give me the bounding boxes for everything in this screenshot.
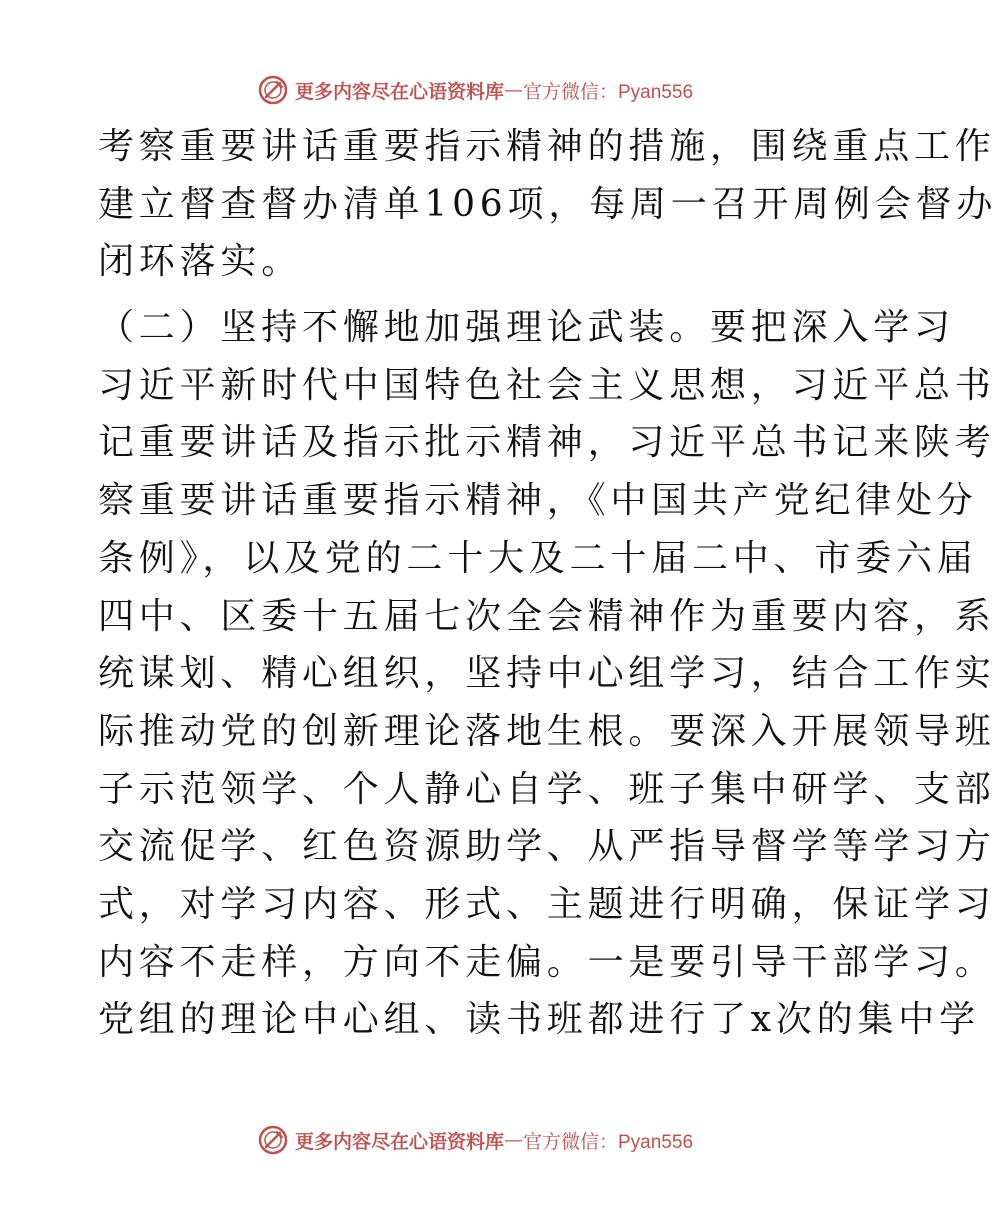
text-line: 习近平新时代中国特色社会主义思想，习近平总书 bbox=[98, 364, 996, 406]
text-line: 察重要讲话重要指示精神，《中国共产党纪律处分 bbox=[98, 480, 978, 522]
text-line: 际推动党的创新理论落地生根。要深入开展领导班 bbox=[98, 710, 996, 752]
text-line: 四中、区委十五届七次全会精神作为重要内容，系 bbox=[98, 595, 996, 637]
watermark-separator: — bbox=[504, 79, 523, 101]
seal-logo-icon bbox=[257, 74, 289, 106]
text-line: 交流促学、红色资源助学、从严指导督学等学习方 bbox=[98, 826, 996, 868]
text-line: 党组的理论中心组、读书班都进行了x次的集中学 bbox=[98, 999, 980, 1041]
text-line: 考察重要讲话重要指示精神的措施，围绕重点工作 bbox=[98, 126, 996, 167]
text-line: 内容不走样，方向不走偏。一是要引导干部学习。 bbox=[98, 941, 996, 983]
text-line: 式，对学习内容、形式、主题进行明确，保证学习 bbox=[98, 883, 996, 925]
text-line: 闭环落实。 bbox=[98, 241, 303, 283]
header-watermark bbox=[0, 70, 950, 110]
watermark-account: 官方微信：Pyan556 bbox=[523, 81, 694, 103]
watermark-text: 更多内容尽在心语资料库 bbox=[294, 1130, 504, 1153]
text-line: 统谋划、精心组织，坚持中心组学习，结合工作实 bbox=[98, 653, 996, 695]
watermark-text: 更多内容尽在心语资料库 bbox=[294, 80, 504, 103]
text-line: 条例》，以及党的二十大及二十届二中、市委六届 bbox=[98, 537, 978, 579]
document-body bbox=[98, 118, 997, 1049]
text-line: 建立督查督办清单106项，每周一召开周例会督办 bbox=[98, 183, 997, 225]
seal-logo-icon bbox=[257, 1124, 289, 1156]
text-line: 记重要讲话及指示批示精神，习近平总书记来陕考 bbox=[98, 422, 996, 464]
watermark-account: 官方微信：Pyan556 bbox=[523, 1131, 694, 1153]
watermark-separator: — bbox=[504, 1129, 523, 1151]
text-line: 子示范领学、个人静心自学、班子集中研学、支部 bbox=[98, 768, 996, 810]
section-heading-line: （二）坚持不懈地加强理论武装。要把深入学习 bbox=[98, 307, 955, 349]
footer-watermark bbox=[0, 1120, 950, 1160]
